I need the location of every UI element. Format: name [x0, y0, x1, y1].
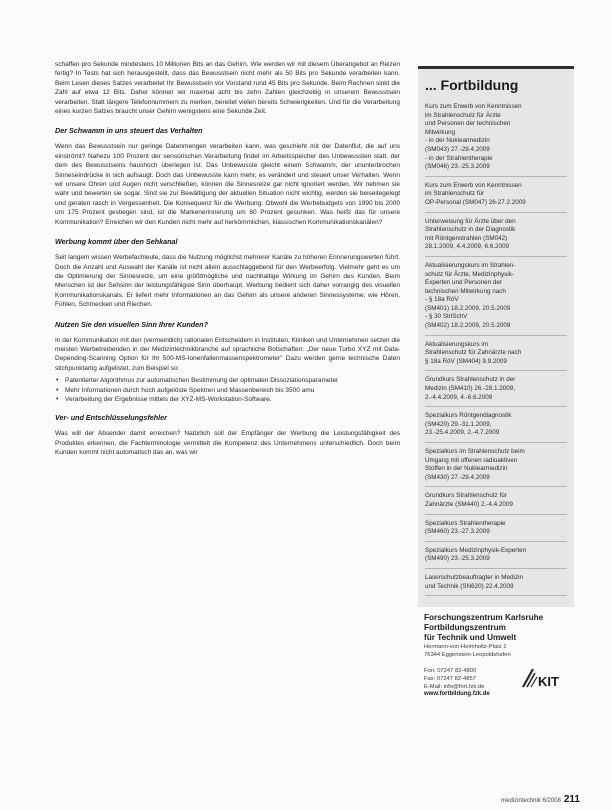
course-text-line: Strahlenschutz für Zahnärzte nach: [425, 349, 522, 357]
course-entry: [425, 492, 567, 514]
course-text-line: OP-Personal (SM047) 26-27.2.2009: [425, 198, 526, 206]
course-text-line: (SM460) 23.-27.3.2009: [425, 528, 490, 536]
bullet-icon: •: [56, 386, 59, 394]
section-heading: Der Schwamm in uns steuert das Verhalten: [55, 126, 203, 136]
course-text-line: Umgang mit offenen radioaktiven: [425, 456, 518, 464]
course-text-line: - § 18a RöV: [425, 296, 459, 304]
section-heading: Ver- und Entschlüsselungsfehler: [55, 413, 167, 423]
section-heading: Werbung kommt über den Sehkanal: [55, 237, 178, 247]
contact-block: [424, 668, 574, 698]
course-list-box: [418, 66, 574, 607]
course-text-line: Strahlenschutz in der Diagnostik: [425, 226, 516, 234]
course-text-line: schutz für Ärzte, Medizinphysik-: [425, 270, 514, 278]
website-link[interactable]: www.fortbildung.fzk.de: [424, 691, 490, 698]
article-paragraph: Wenn das Bewusstsein nur geringe Datenmengen verarbeiten kann, was geschieht mit der Datenflut, die auf uns einströmt? Nahezu 100 Prozent der sensorischen Verarbeitung findet im Arbeitsspeicher des Unbewussten statt, der dem des Bewusstseins haushoch überlegen ist. Das Unbewusste gleicht einem Schwamm, der ununterbrochen Sinneseindrücke in sich aufsaugt. Doch das Unbewusste kann mehr, es verändert und steuert unser Verhalten. Wenn wir unsere Ohren und Augen nicht verschließen, können die Sinnesreize gar nicht ignoriert werden. Wir nehmen sie wahr und bewerten sie sogar. Sind sie zur Bewältigung der aktuellen Situation nicht wichtig, werden sie beiseitegelegt und geraten rasch in Vergessenheit. Die Konsequenz für die Werbung: Obwohl die Werbebudgets von 1990 bis 2000 um 175 Prozent gestiegen sind, ist die Markenerinnerung um 80 Prozent gesunken. Was heißt das für unsere Kommunikation? Erreichen wir den Kunden nicht mehr auf herkömmlichen, klassischen Kommunikationskanälen?: [55, 143, 400, 226]
course-text-line: Kurs zum Erwerb von Kenntnissen: [425, 103, 522, 110]
course-text-line: mit Röntgenstrahlen (SM042): [425, 234, 508, 242]
course-text-line: (SM420) 29.-31.1.2009,: [425, 420, 492, 428]
course-entry: [425, 547, 567, 569]
course-text-line: (SM401) 18.2.2009, 20.5.2009: [425, 304, 511, 312]
course-entry: [425, 103, 567, 177]
article-paragraph: Seit langem wissen Werbefachleute, dass die Nutzung möglichst mehrerer Kanäle zu höheren Erinnerungswerten führt. Doch die Anzahl und Auswahl der Kanäle ist nicht allein ausschlaggebend für den Werbeerfolg. Vielmehr geht es um die Optimierung der Sinnesreize, um eine größtmögliche und nachhaltige Wirkung im Gehirn des Kunden. Beim Menschen ist der Sehsinn der leistungsfähigste Sinn überhaupt. Werbung bedient sich daher vorrangig des visuellen Kommunikationskanals. Er liefert mehr Informationen an das Gehirn als unsere anderen Sinnessysteme, wie Hören, Fühlen, Schmecken und Riechen.: [55, 254, 400, 309]
feature-bullet-list: [55, 376, 400, 404]
course-text-line: im Strahlenschutz für: [425, 190, 485, 198]
bullet-item: • Verarbeitung der Ergebnisse mittels der XYZ-MS-Workstation-Software.: [56, 395, 272, 403]
course-text-line: Unterweisung für Ärzte über den: [425, 217, 516, 225]
course-text-line: Aktualisierungskurs im Strahlen-: [425, 261, 516, 269]
course-text-line: (SM490) 23.-25.3.2009: [425, 555, 490, 563]
course-text-line: Zahnärzte (SM440) 2.-4.4.2009: [425, 500, 513, 508]
organizer-address: Hermann-von-Helmholtz-Platz 1 76344 Eggenstein-Leopoldshafen: [424, 644, 511, 658]
phone-number: Fon: 07247 82-4800: [424, 668, 477, 675]
course-text-line: und Personen der technischen: [425, 120, 511, 128]
sidebar-fortbildung: [418, 66, 574, 699]
course-text-line: Spezialkurs Medizinphysik-Experten: [425, 546, 527, 554]
course-text-line: und Technik (SN620) 22.4.2009: [425, 582, 514, 590]
course-text-line: 23.-25.4.2009, 2.-4.7.2009: [425, 429, 500, 437]
page-footer: [501, 794, 580, 805]
course-entry: [425, 520, 567, 542]
page-number: 211: [563, 794, 580, 805]
organizer-name: Forschungszentrum Karlsruhe Fortbildungszentrum für Technik und Umwelt: [424, 613, 544, 643]
course-entry: [425, 182, 567, 213]
course-entry: [425, 376, 567, 407]
course-text-line: Stoffen in der Nuklearmedizin: [425, 465, 508, 473]
course-text-line: Kurs zum Erwerb von Kenntnissen: [425, 181, 522, 189]
course-text-line: Experten und Personen der: [425, 279, 503, 287]
course-text-line: Spezialkurs im Strahlenschutz beim: [425, 448, 525, 455]
journal-issue: medizintechnik 6/2008: [501, 798, 561, 804]
bullet-item: • Patentierter Algorithmus zur automatischen Bestimmung der optimalen Dissoziationsparameter: [56, 377, 339, 385]
course-entry: [425, 574, 567, 596]
course-text-line: - in der Nuklearmedizin: [425, 137, 490, 145]
course-text-line: Spezialkurs Röntgendiagnostik: [425, 412, 512, 420]
svg-text:KIT: KIT: [538, 674, 559, 690]
course-text-line: technischen Mitwirkung nach: [425, 287, 506, 295]
bullet-icon: •: [56, 395, 59, 403]
section-heading: Nutzen Sie den visuellen Sinn Ihrer Kunden?: [55, 319, 208, 329]
course-text-line: 28.1.2009, 4.4.2009, 6.6.2009: [425, 243, 510, 251]
course-text-line: - in der Strahlentherapie: [425, 154, 493, 162]
email-address[interactable]: E-Mail: info@fort.fzk.de: [424, 683, 485, 690]
course-text-line: Aktualisierungskurs im: [425, 340, 488, 348]
sidebar-title: ... Fortbildung: [425, 77, 519, 93]
course-text-line: (SM043) 27.-29.4.2009: [425, 145, 490, 153]
course-text-line: - § 30 StrlSchV: [425, 313, 468, 321]
course-text-line: im Strahlenschutz für Ärzte: [425, 111, 501, 119]
course-text-line: (SM046) 23.-25.3.2009: [425, 163, 490, 171]
fax-number: Fax: 07247 82-4857: [424, 675, 476, 682]
course-list: [425, 103, 567, 596]
article-paragraph: In der Kommunikation mit den (vermeintlich) rationalen Entscheidern in Instituten, Kliniken und Unternehmen setzen die meisten Werbetreibenden in der Medizintechnikbranche auf sprachliche Botschaften: „Der neue Turbo XYZ mit Data-Depending-Scanning Option für Ihr 500-MS-Ionenfallenmassenspektrometer" Dazu werden gerne technische Daten stichpunktartig aufgelistet, zum Beispiel so:: [55, 336, 400, 372]
course-entry: [425, 262, 567, 336]
course-text-line: Grundkurs Strahlenschutz in der: [425, 376, 516, 384]
course-entry: [425, 412, 567, 443]
course-text-line: Spezialkurs Strahlentherapie: [425, 519, 506, 527]
course-text-line: Grundkurs Strahlenschutz für: [425, 492, 507, 500]
article-paragraph: schaffen pro Sekunde mindestens 10 Millionen Bits an das Gehirn. Wie werden wir mit diesem Überangebot an Reizen fertig? In Tests hat sich herausgestellt, dass das Bewusstsein nicht mehr als 50 Bits pro Sekunde verarbeiten kann. Beim Lesen dieses Satzes verarbeitet Ihr Bewusstsein vor Vorstand rund 45 Bits pro Sekunde. Beim Rechnen sinkt die Zahl auf etwa 12 Bits. Daher können wir maximal acht bis zehn Zahlen gleichzeitig in unserem Bewusstsein verarbeiten. Statt längere Telefonnummern zu merken, bereitet vielen bereits Schwierigkeiten. Und für die Verarbeitung eines kurzen Satzes braucht unser Gehirn wenigstens eine Sekunde Zeit.: [55, 61, 400, 116]
article-paragraph: Was will der Absender damit erreichen? Natürlich soll der Empfänger der Werbung die Leistungsfähigkeit des Produktes erkennen, die Fachterminologie vermittelt die Kompetenz des Unternehmens unterschiedlich. Doch beim Kunden kommt nicht automatisch das an, was wir: [55, 430, 400, 457]
course-text-line: (SM402) 18.2.2009, 20.5.2009: [425, 322, 511, 330]
course-text-line: Medizin (SM410) 26.-28.1.2009,: [425, 385, 515, 393]
course-entry: [425, 341, 567, 372]
kit-logo-icon: [520, 665, 564, 691]
course-entry: [425, 218, 567, 257]
course-entry: [425, 448, 567, 487]
course-text-line: 2.-4.4.2009, 4.-6.6.2009: [425, 393, 493, 401]
organizer-block: [418, 613, 574, 699]
course-text-line: Mitwirkung: [425, 128, 456, 136]
bullet-item: • Mehr Informationen durch hoch aufgelöste Spektren und Massenbereich bis 3500 amu: [56, 386, 315, 394]
article-column: [55, 60, 400, 468]
bullet-icon: •: [56, 377, 59, 385]
course-text-line: Laserschutzbeauftragter in Medizin: [425, 573, 524, 581]
course-text-line: (SM430) 27.-29.4.2009: [425, 473, 490, 481]
course-text-line: § 18a RöV (SM404) 9.9.2009: [425, 357, 507, 365]
